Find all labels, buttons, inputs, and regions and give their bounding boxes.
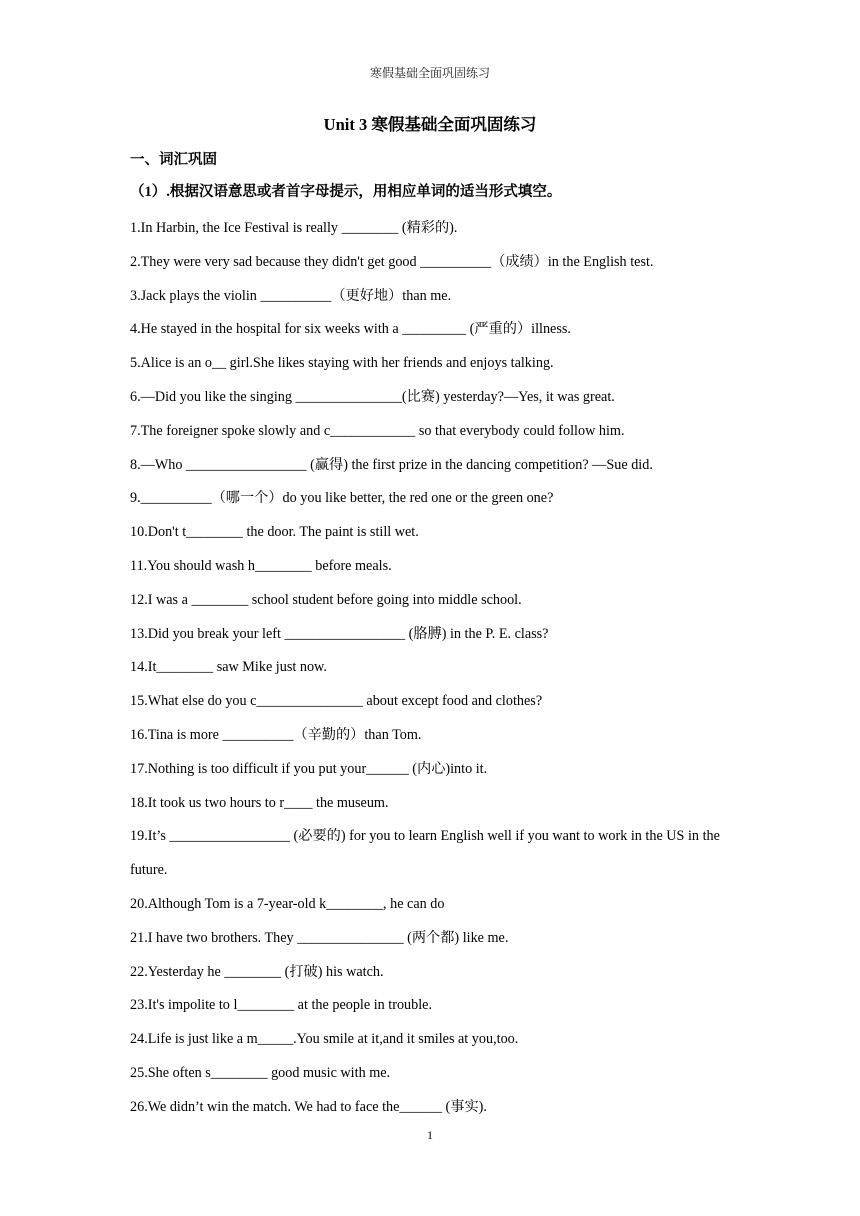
- exercise-item: 15.What else do you c_______________ about except food and clothes?: [130, 693, 543, 710]
- exercise-list: [130, 212, 730, 1125]
- exercise-item: 4.He stayed in the hospital for six weeks with a _________ (严重的）illness.: [130, 321, 571, 338]
- exercise-item: 1.In Harbin, the Ice Festival is really ________ (精彩的).: [130, 220, 458, 236]
- exercise-item: 8.—Who _________________ (赢得) the first prize in the dancing competition? —Sue did.: [130, 456, 653, 473]
- running-header: 寒假基础全面巩固练习: [369, 66, 490, 80]
- exercise-item: 11.You should wash h________ before meals.: [130, 557, 392, 574]
- exercise-item: 25.She often s________ good music with me.: [130, 1064, 391, 1081]
- exercise-item: 7.The foreigner spoke slowly and c____________ so that everybody could follow him.: [130, 422, 625, 439]
- exercise-item: 21.I have two brothers. They _______________ (两个都) like me.: [130, 929, 509, 946]
- page-title: Unit 3 寒假基础全面巩固练习: [323, 115, 537, 134]
- exercise-item: 17.Nothing is too difficult if you put your______ (内心)into it.: [130, 760, 488, 777]
- exercise-item: 9.__________（哪一个）do you like better, the red one or the green one?: [130, 490, 554, 507]
- exercise-item: 14.It________ saw Mike just now.: [130, 659, 327, 676]
- exercise-instruction: （1）.根据汉语意思或者首字母提示，用相应单词的适当形式填空。: [130, 184, 562, 200]
- exercise-item: 24.Life is just like a m_____.You smile at it,and it smiles at you,too.: [130, 1031, 519, 1048]
- exercise-item: 12.I was a ________ school student before going into middle school.: [130, 591, 522, 608]
- exercise-item: 5.Alice is an o__ girl.She likes staying with her friends and enjoys talking.: [130, 355, 554, 372]
- exercise-item: 13.Did you break your left _________________ (胳膊) in the P. E. class?: [130, 625, 549, 642]
- exercise-item: 16.Tina is more __________（辛勤的）than Tom.: [130, 726, 422, 743]
- exercise-item: 20.Although Tom is a 7-year-old k________, he can do: [130, 895, 445, 912]
- exercise-item: 19.It’s _________________ (必要的) for you to learn English well if you want to work in the US in the future.: [130, 828, 720, 879]
- exercise-item: 22.Yesterday he ________ (打破) his watch.: [130, 963, 384, 980]
- page-number: 1: [427, 1128, 433, 1142]
- exercise-item: 3.Jack plays the violin __________（更好地）than me.: [130, 287, 452, 304]
- exercise-item: 6.—Did you like the singing _______________(比赛) yesterday?—Yes, it was great.: [130, 388, 615, 405]
- section-heading: 一、词汇巩固: [130, 152, 217, 168]
- exercise-item: 18.It took us two hours to r____ the museum.: [130, 794, 389, 811]
- exercise-item: 26.We didn’t win the match. We had to face the______ (事实).: [130, 1098, 487, 1115]
- exercise-item: 10.Don't t________ the door. The paint is still wet.: [130, 524, 419, 541]
- exercise-item: 23.It's impolite to l________ at the people in trouble.: [130, 997, 433, 1014]
- exercise-item: 2.They were very sad because they didn't get good __________（成绩）in the English test.: [130, 253, 654, 270]
